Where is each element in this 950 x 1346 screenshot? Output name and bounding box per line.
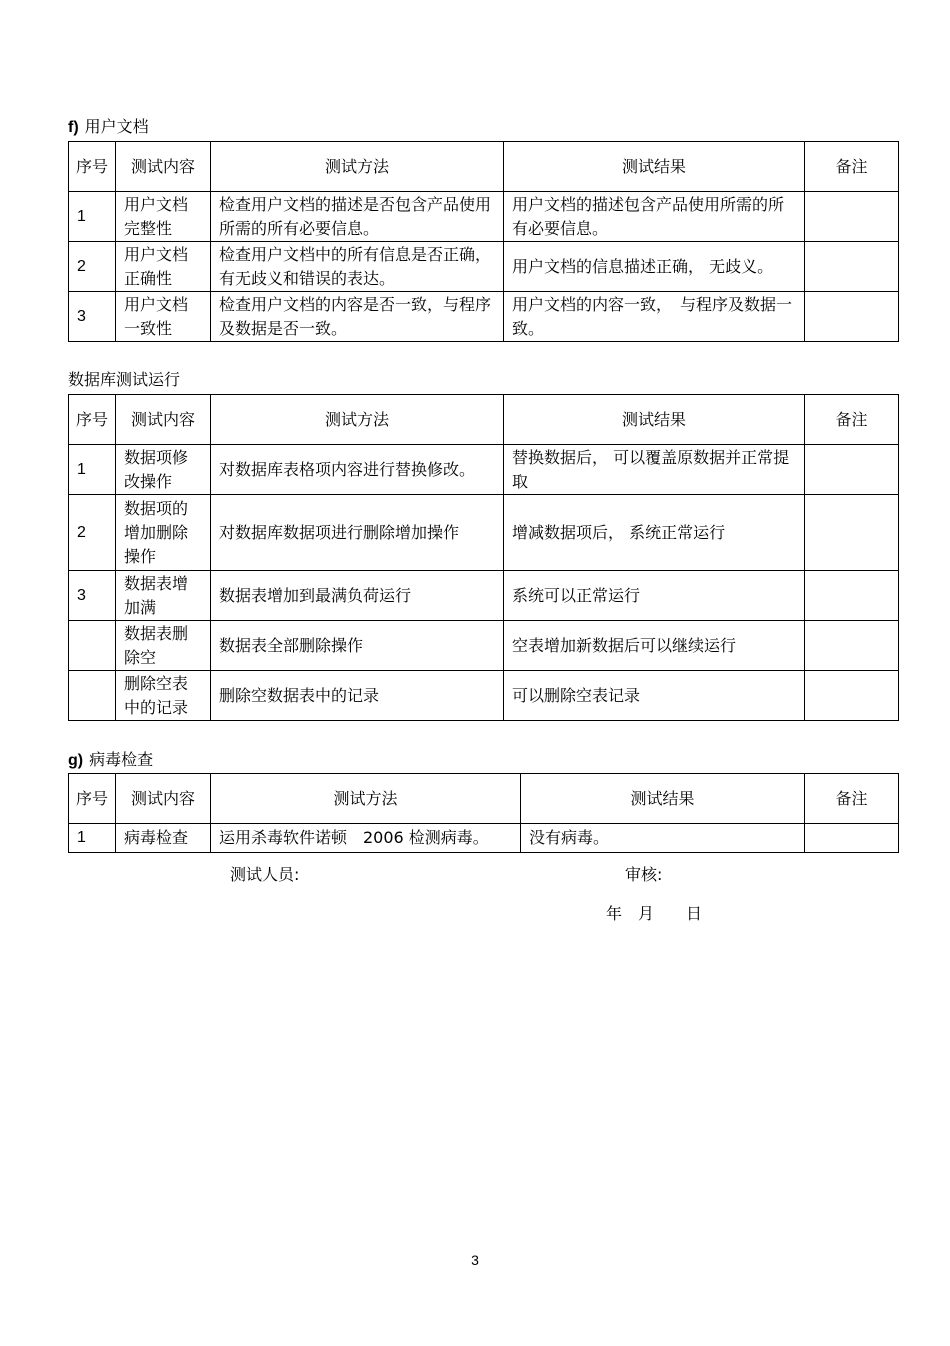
- table-row: [69, 621, 899, 671]
- cell-method: 删除空数据表中的记录: [211, 671, 504, 721]
- cell-seq: 2: [69, 495, 116, 571]
- header-content: 测试内容: [116, 395, 211, 445]
- section-f-title: [68, 117, 149, 138]
- header-result: 测试结果: [504, 395, 805, 445]
- table-row: [69, 192, 899, 242]
- cell-seq: 3: [69, 292, 116, 342]
- cell-result: 可以删除空表记录: [504, 671, 805, 721]
- table-row: [69, 824, 899, 853]
- cell-seq: 1: [69, 824, 116, 853]
- header-result: 测试结果: [504, 142, 805, 192]
- cell-content: 用户文档完整性: [116, 192, 211, 242]
- cell-method: 对数据库表格项内容进行替换修改。: [211, 445, 504, 495]
- page-number: 3: [471, 1252, 479, 1268]
- cell-seq: 2: [69, 242, 116, 292]
- cell-result: 替换数据后， 可以覆盖原数据并正常提取: [504, 445, 805, 495]
- table-row: [69, 445, 899, 495]
- cell-content: 用户文档一致性: [116, 292, 211, 342]
- cell-note: [805, 445, 899, 495]
- cell-method: 对数据库数据项进行删除增加操作: [211, 495, 504, 571]
- header-seq: 序号: [69, 142, 116, 192]
- user-docs-table: [68, 141, 899, 342]
- section-g-heading: 病毒检查: [89, 750, 154, 769]
- section-f-heading: 用户文档: [84, 117, 149, 136]
- section-g-letter: g): [68, 752, 84, 769]
- cell-note: [805, 571, 899, 621]
- signature-date: 年 月 日: [606, 904, 703, 923]
- section-g-title: [68, 750, 153, 771]
- table-row: [69, 242, 899, 292]
- cell-method: 检查用户文档中的所有信息是否正确，有无歧义和错误的表达。: [211, 242, 504, 292]
- table-header-row: [69, 142, 899, 192]
- cell-content: 用户文档正确性: [116, 242, 211, 292]
- cell-content: 数据表删除空: [116, 621, 211, 671]
- cell-result: 没有病毒。: [521, 824, 805, 853]
- tester-label: 测试人员:: [230, 865, 300, 884]
- cell-method: 检查用户文档的内容是否一致，与程序及数据是否一致。: [211, 292, 504, 342]
- cell-method: 运用杀毒软件诺顿 2006 检测病毒。: [211, 824, 521, 853]
- cell-method: 数据表增加到最满负荷运行: [211, 571, 504, 621]
- table-row: [69, 495, 899, 571]
- table-header-row: [69, 395, 899, 445]
- header-result: 测试结果: [521, 774, 805, 824]
- cell-note: [805, 621, 899, 671]
- cell-method: 数据表全部删除操作: [211, 621, 504, 671]
- table-row: [69, 292, 899, 342]
- header-seq: 序号: [69, 395, 116, 445]
- cell-content: 病毒检查: [116, 824, 211, 853]
- cell-result: 用户文档的信息描述正确， 无歧义。: [504, 242, 805, 292]
- header-method: 测试方法: [211, 395, 504, 445]
- cell-seq: 1: [69, 445, 116, 495]
- reviewer-label: 审核:: [625, 865, 663, 884]
- table-row: [69, 571, 899, 621]
- virus-check-table: [68, 773, 899, 853]
- cell-result: 用户文档的内容一致， 与程序及数据一致。: [504, 292, 805, 342]
- cell-result: 系统可以正常运行: [504, 571, 805, 621]
- cell-seq: 3: [69, 571, 116, 621]
- cell-note: [805, 192, 899, 242]
- cell-note: [805, 824, 899, 853]
- cell-note: [805, 495, 899, 571]
- header-note: 备注: [805, 142, 899, 192]
- header-method: 测试方法: [211, 142, 504, 192]
- header-seq: 序号: [69, 774, 116, 824]
- cell-result: 用户文档的描述包含产品使用所需的所有必要信息。: [504, 192, 805, 242]
- cell-result: 增减数据项后， 系统正常运行: [504, 495, 805, 571]
- section-f-letter: f): [68, 119, 79, 136]
- cell-seq: [69, 671, 116, 721]
- table-row: [69, 671, 899, 721]
- database-test-table: [68, 394, 899, 721]
- cell-method: 检查用户文档的描述是否包含产品使用所需的所有必要信息。: [211, 192, 504, 242]
- cell-content: 数据表增加满: [116, 571, 211, 621]
- cell-result: 空表增加新数据后可以继续运行: [504, 621, 805, 671]
- section-db-title: 数据库测试运行: [68, 370, 181, 389]
- cell-seq: 1: [69, 192, 116, 242]
- cell-note: [805, 671, 899, 721]
- table-header-row: [69, 774, 899, 824]
- cell-seq: [69, 621, 116, 671]
- header-note: 备注: [805, 774, 899, 824]
- cell-note: [805, 242, 899, 292]
- header-method: 测试方法: [211, 774, 521, 824]
- cell-note: [805, 292, 899, 342]
- header-note: 备注: [805, 395, 899, 445]
- header-content: 测试内容: [116, 142, 211, 192]
- cell-content: 数据项修改操作: [116, 445, 211, 495]
- cell-content: 数据项的增加删除操作: [116, 495, 211, 571]
- header-content: 测试内容: [116, 774, 211, 824]
- cell-content: 删除空表中的记录: [116, 671, 211, 721]
